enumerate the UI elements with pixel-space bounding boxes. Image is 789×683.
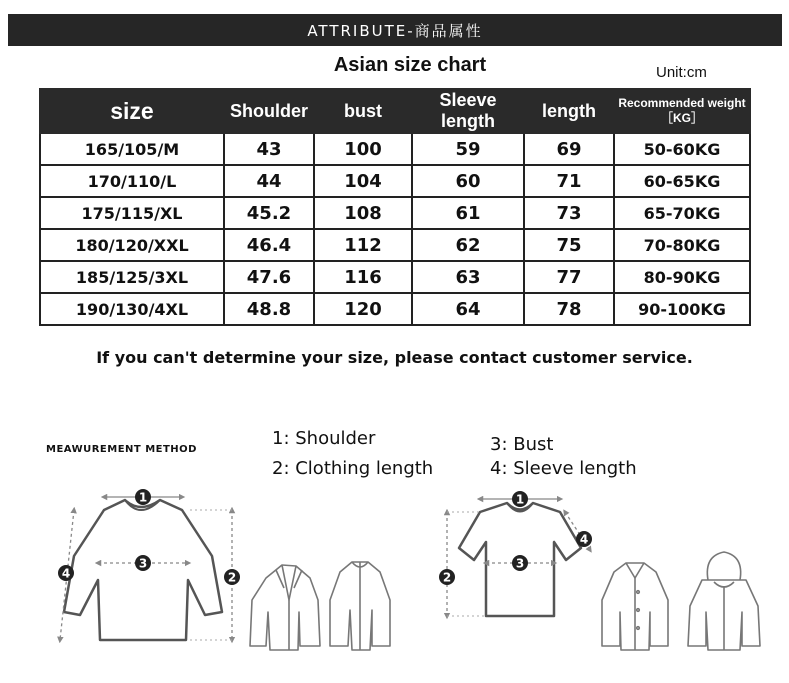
cell-size: 170/110/L <box>40 165 224 197</box>
cell-shoulder: 44 <box>224 165 314 197</box>
cell-shoulder: 43 <box>224 133 314 165</box>
legend-sleeve-length: 4: Sleeve length <box>490 458 637 479</box>
cell-weight: 60-65KG <box>614 165 750 197</box>
cell-weight: 70-80KG <box>614 229 750 261</box>
cell-sleeve: 64 <box>412 293 524 325</box>
marker-label: 1 <box>515 492 525 507</box>
marker-2-icon <box>439 569 455 585</box>
chart-title: Asian size chart <box>333 54 487 76</box>
legend-shoulder: 1: Shoulder <box>272 428 376 449</box>
marker-label: 2 <box>227 570 237 585</box>
cell-sleeve: 60 <box>412 165 524 197</box>
header-shoulder: Shoulder <box>224 89 314 133</box>
cell-weight: 65-70KG <box>614 197 750 229</box>
cell-bust: 120 <box>314 293 412 325</box>
cell-bust: 112 <box>314 229 412 261</box>
cell-length: 71 <box>524 165 614 197</box>
cell-shoulder: 46.4 <box>224 229 314 261</box>
contact-notice: If you can't determine your size, please contact customer service. <box>96 348 693 367</box>
marker-label: 4 <box>61 566 71 581</box>
unit-label: Unit:cm <box>656 64 707 81</box>
cell-size: 185/125/3XL <box>40 261 224 293</box>
marker-1-icon <box>135 489 151 505</box>
cell-shoulder: 45.2 <box>224 197 314 229</box>
cell-weight: 50-60KG <box>614 133 750 165</box>
header-length: length <box>524 89 614 133</box>
cell-bust: 108 <box>314 197 412 229</box>
cell-bust: 104 <box>314 165 412 197</box>
cell-shoulder: 47.6 <box>224 261 314 293</box>
cell-length: 77 <box>524 261 614 293</box>
marker-4-icon <box>58 565 74 581</box>
cell-weight: 90-100KG <box>614 293 750 325</box>
cell-length: 75 <box>524 229 614 261</box>
cell-bust: 116 <box>314 261 412 293</box>
cell-weight: 80-90KG <box>614 261 750 293</box>
cell-sleeve: 62 <box>412 229 524 261</box>
cell-shoulder: 48.8 <box>224 293 314 325</box>
cell-size: 165/105/M <box>40 133 224 165</box>
cell-bust: 100 <box>314 133 412 165</box>
cell-sleeve: 59 <box>412 133 524 165</box>
method-title: MEAWUREMENT METHOD <box>46 444 197 455</box>
marker-2-icon <box>224 569 240 585</box>
cell-length: 73 <box>524 197 614 229</box>
suit-jacket-icon <box>250 565 320 650</box>
marker-1-icon <box>512 491 528 507</box>
marker-3-icon <box>512 555 528 571</box>
marker-label: 4 <box>579 532 589 547</box>
marker-4-icon <box>576 531 592 547</box>
header-weight: Recommended weight［KG］ <box>614 89 750 133</box>
cell-size: 180/120/XXL <box>40 229 224 261</box>
cell-length: 78 <box>524 293 614 325</box>
header-sleeve-length: Sleeve length <box>412 89 524 133</box>
header-size: size <box>40 89 224 133</box>
zip-jacket-icon <box>330 562 390 650</box>
button-shirt-icon <box>602 563 668 650</box>
hoodie-icon <box>688 552 760 650</box>
banner-title: ATTRIBUTE-商品属性 <box>307 21 483 40</box>
marker-label: 3 <box>138 556 148 571</box>
cell-size: 175/115/XL <box>40 197 224 229</box>
cell-sleeve: 61 <box>412 197 524 229</box>
cell-sleeve: 63 <box>412 261 524 293</box>
legend-clothing-length: 2: Clothing length <box>272 458 434 479</box>
marker-label: 2 <box>442 570 452 585</box>
cell-length: 69 <box>524 133 614 165</box>
legend-bust: 3: Bust <box>490 434 554 455</box>
marker-label: 3 <box>515 556 525 571</box>
header-bust: bust <box>314 89 412 133</box>
cell-size: 190/130/4XL <box>40 293 224 325</box>
marker-3-icon <box>135 555 151 571</box>
marker-label: 1 <box>138 490 148 505</box>
